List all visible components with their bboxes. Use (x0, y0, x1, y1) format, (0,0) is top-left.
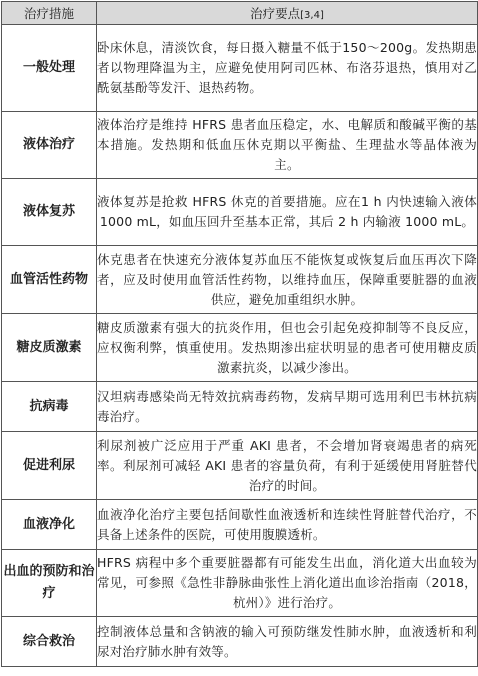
row-points: 血液净化治疗主要包括间歇性血液透析和连续性肾脏替代治疗，不具备上述条件的医院，可使用腹膜透析。 (97, 500, 478, 550)
table-row (2, 550, 478, 617)
table-row (2, 246, 478, 314)
row-measure: 促进利尿 (2, 432, 97, 500)
row-points: 液体复苏是抢救 HFRS 休克的首要措施。应在1 h 内快速输入液体 1000 mL，如血压回升至基本正常，其后 2 h 内输液 1000 mL。 (97, 179, 478, 246)
table-header-row (2, 2, 478, 25)
row-measure: 综合救治 (2, 617, 97, 667)
row-points: HFRS 病程中多个重要脏器都有可能发生出血，消化道大出血较为常见，可参照《急性非静脉曲张性上消化道出血诊治指南（2018，杭州）》进行治疗。 (97, 550, 478, 617)
table-row (2, 617, 478, 667)
table-row (2, 112, 478, 179)
row-points: 糖皮质激素有强大的抗炎作用，但也会引起免疫抑制等不良反应，应权衡利弊，慎重使用。发热期渗出症状明显的患者可使用糖皮质激素抗炎，以减少渗出。 (97, 314, 478, 382)
row-points: 汉坦病毒感染尚无特效抗病毒药物，发病早期可选用利巴韦林抗病毒治疗。 (97, 382, 478, 432)
table-row (2, 382, 478, 432)
row-measure: 抗病毒 (2, 382, 97, 432)
header-points (97, 2, 478, 25)
row-points: 液体治疗是维持 HFRS 患者血压稳定，水、电解质和酸碱平衡的基本措施。发热期和低血压休克期以平衡盐、生理盐水等晶体液为主。 (97, 112, 478, 179)
row-measure: 液体治疗 (2, 112, 97, 179)
row-points: 休克患者在快速充分液体复苏血压不能恢复或恢复后血压再次下降者，应及时使用血管活性药物，以维持血压，保障重要脏器的血液供应，避免加重组织水肿。 (97, 246, 478, 314)
row-measure: 液体复苏 (2, 179, 97, 246)
row-measure: 血液净化 (2, 500, 97, 550)
header-points-label: 治疗要点 (250, 6, 301, 21)
header-points-reference: [3,4] (300, 10, 324, 21)
table-row (2, 314, 478, 382)
table-row (2, 432, 478, 500)
table-row (2, 179, 478, 246)
row-measure: 一般处理 (2, 25, 97, 112)
row-points: 卧床休息，清淡饮食，每日摄入糖量不低于150～200g。发热期患者以物理降温为主，应避免使用阿司匹林、布洛芬退热，慎用对乙酰氨基酚等发汗、退热药物。 (97, 25, 478, 112)
row-measure: 糖皮质激素 (2, 314, 97, 382)
table-row (2, 500, 478, 550)
row-points: 控制液体总量和含钠液的输入可预防继发性肺水肿，血液透析和利尿对治疗肺水肿有效等。 (97, 617, 478, 667)
table-row (2, 25, 478, 112)
row-measure: 出血的预防和治疗 (2, 550, 97, 617)
header-measure: 治疗措施 (2, 2, 97, 25)
therapy-table (1, 1, 478, 667)
row-measure: 血管活性药物 (2, 246, 97, 314)
row-points: 利尿剂被广泛应用于严重 AKI 患者，不会增加肾衰竭患者的病死率。利尿剂可减轻 AKI 患者的容量负荷，有利于延缓使用肾脏替代治疗的时间。 (97, 432, 478, 500)
